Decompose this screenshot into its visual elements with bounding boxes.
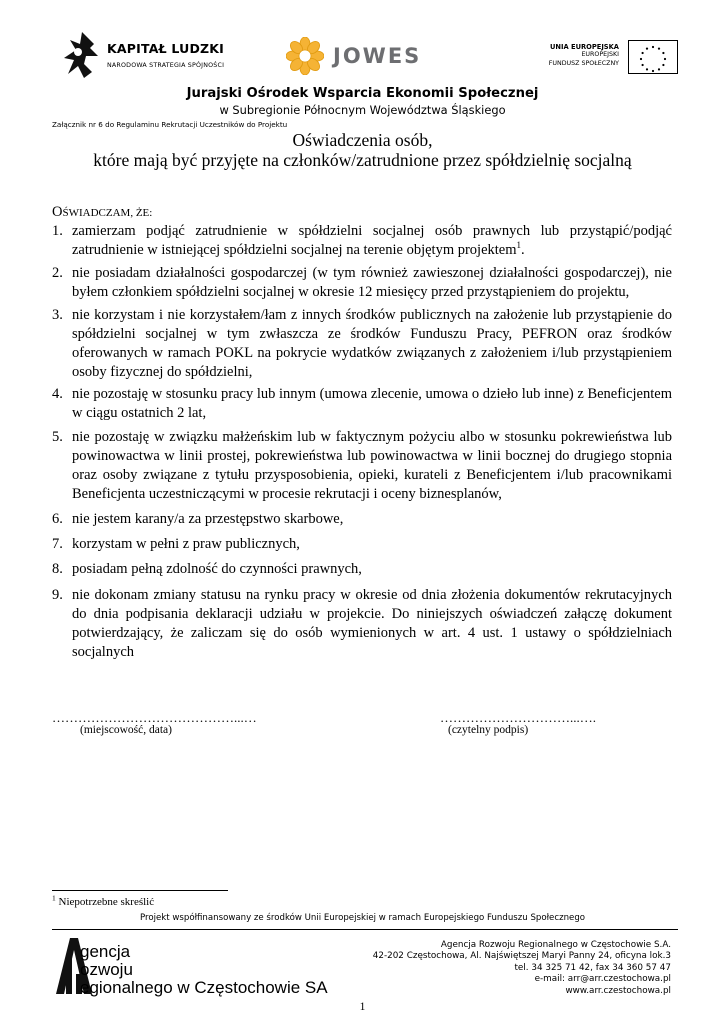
kapital-ludzki-subtitle: NARODOWA STRATEGIA SPÓJNOŚCI <box>107 62 225 69</box>
item-text-body: zamierzam podjąć zatrudnienie w spółdzielni socjalnej osób prawnych lub przystąpić/podjąć zatrudnienie w istniejącej spółdzielni socjalnej na terenie objętym projektem <box>72 223 672 258</box>
declaration-item <box>52 560 672 579</box>
place-date-caption: (miejscowość, data) <box>80 724 172 736</box>
agency-street: 42-202 Częstochowa, Al. Najświętszej Maryi Panny 24, oficyna lok.3 <box>372 951 671 962</box>
footer-divider <box>52 929 678 930</box>
item-text: nie dokonam zmiany statusu na rynku pracy w okresie od dnia złożenia dokumentów rekrutacyjnych do dnia podpisania deklaracji udziału w projekcie. Do niniejszych oświadczeń załączę dokument potwierdzający, że zaliczam się do osób wymienionych w art. 4 ust. 1 ustawy o spółdzielniach socjalnych <box>72 587 672 660</box>
item-text-end: . <box>521 242 525 258</box>
document-title-line2: które mają być przyjęte na członków/zatrudnione przez spółdzielnię socjalną <box>93 150 632 170</box>
footnote <box>52 893 155 908</box>
item-number: 5. <box>52 429 63 445</box>
item-text: nie korzystam i nie korzystałem/łam z innych środków publicznych na założenie lub przystąpienie do spółdzielni socjalnej w tym zwłaszcza ze środków Funduszu Pracy, PEFRON oraz środków oferowanych w ramach POKL na pokrycie wydatków związanych z założeniem i/lub przystąpieniem osoby fizycznej do spółdzielni, <box>72 307 672 380</box>
declaration-heading-rest: ŚWIADCZAM <box>62 207 131 219</box>
kapital-ludzki-title: KAPITAŁ LUDZKI <box>107 41 225 56</box>
item-text: nie jestem karany/a za przestępstwo skarbowe, <box>72 511 344 527</box>
footnote-number: 1 <box>52 893 56 903</box>
eu-label-line1: UNIA EUROPEJSKA <box>550 43 619 51</box>
item-number: 9. <box>52 587 63 603</box>
item-text: nie pozostaję w stosunku pracy lub innym (umowa zlecenie, umowa o dzieło lub inne) z Beneficjentem w ciągu ostatnich 2 lat, <box>72 386 672 421</box>
footnote-text: Niepotrzebne skreślić <box>55 896 155 908</box>
declaration-item <box>52 510 672 529</box>
declaration-item <box>52 428 672 504</box>
item-text <box>72 222 672 260</box>
declaration-item <box>52 586 672 662</box>
item-number: 4. <box>52 386 63 402</box>
declaration-item <box>52 306 672 382</box>
item-number: 8. <box>52 561 63 577</box>
eu-label-line2: EUROPEJSKI <box>581 51 619 59</box>
item-text: korzystam w pełni z praw publicznych, <box>72 536 300 552</box>
attachment-note: Załącznik nr 6 do Regulaminu Rekrutacji Uczestników do Projektu <box>52 120 288 129</box>
organization-subtitle: w Subregionie Północnym Województwa Śląskiego <box>219 103 506 117</box>
cofinancing-note: Projekt współfinansowany ze środków Unii Europejskiej w ramach Europejskiego Funduszu Społecznego <box>139 913 586 923</box>
page-number: 1 <box>359 1001 366 1013</box>
jowes-flower-icon <box>286 37 324 75</box>
declaration-heading-tail: , ŻE: <box>130 207 153 219</box>
declaration-item <box>52 385 672 423</box>
eu-label <box>535 43 619 68</box>
footnote-divider <box>52 890 228 891</box>
organization-title: Jurajski Ośrodek Wsparcia Ekonomii Społecznej <box>186 86 539 101</box>
item-number: 2. <box>52 265 63 281</box>
item-number: 1. <box>52 223 63 239</box>
signature-line: …………………………...…. <box>440 710 596 725</box>
declaration-heading <box>52 204 152 221</box>
item-number: 7. <box>52 536 63 552</box>
item-number: 3. <box>52 307 63 323</box>
arr-wordmark-line1: gencja <box>80 942 131 961</box>
agency-website: www.arr.czestochowa.pl <box>565 985 671 996</box>
footnote-marker: 1 <box>516 240 522 251</box>
agency-email: e-mail: arr@arr.czestochowa.pl <box>534 974 671 985</box>
eu-label-line3: FUNDUSZ SPOŁECZNY <box>548 59 619 67</box>
item-number: 6. <box>52 511 63 527</box>
eu-flag-icon <box>628 40 678 74</box>
item-text: nie posiadam działalności gospodarczej (w tym również zawieszonej działalności gospodarczej), nie byłem członkiem spółdzielni socjalnej w okresie 12 miesięcy przed przystąpieniem do projektu, <box>72 265 672 300</box>
item-text: posiadam pełną zdolność do czynności prawnych, <box>72 561 362 577</box>
item-text: nie pozostaję w związku małżeńskim lub w faktycznym pożyciu albo w stosunku pokrewieństwa lub powinowactwa w linii prostej, pokrewieństwa lub powinowactwa w linii bocznej do drugiego stopnia oraz osoby związane z tytułu przysposobienia, opieki, kurateli z Beneficjentem i/lub pracownikami Beneficjenta uczestniczącymi w procesie rekrutacji i oceny biznesplanów, <box>72 429 672 502</box>
declaration-item <box>52 264 672 302</box>
arr-wordmark-line2: ozwoju <box>80 960 133 979</box>
document-title-line1: Oświadczenia osób, <box>292 130 433 150</box>
agency-address <box>300 940 671 997</box>
agency-name: Agencja Rozwoju Regionalnego w Częstochowie S.A. <box>440 940 671 950</box>
declaration-item <box>52 535 672 554</box>
declaration-heading-initial: O <box>52 204 63 220</box>
place-date-line: ……………………………………...… <box>52 710 257 725</box>
jowes-wordmark: JOWES <box>333 44 422 68</box>
arr-wordmark-line3: egionalnego w Częstochowie SA <box>80 978 328 997</box>
declaration-item <box>52 222 672 260</box>
agency-phone: tel. 34 325 71 42, fax 34 360 57 47 <box>514 962 671 973</box>
kapital-ludzki-logo-icon <box>62 30 102 80</box>
signature-caption: (czytelny podpis) <box>448 724 529 736</box>
